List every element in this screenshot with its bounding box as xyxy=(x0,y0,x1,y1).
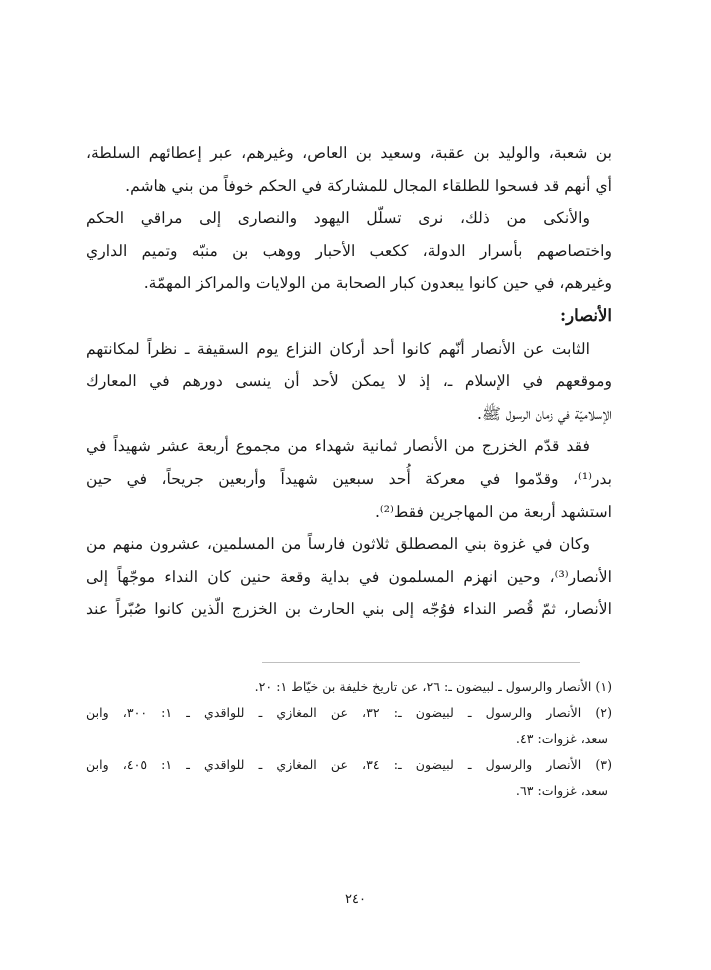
footnote-line: سعد، غزوات: ٦٣. xyxy=(515,783,608,798)
body-line: استشهد أربعة من المهاجرين فقط⁽²⁾. xyxy=(374,502,612,521)
footnotes xyxy=(86,674,612,804)
body-line: فقد قدّم الخزرج من الأنصار ثمانية شهداء من مجموع أربعة عشر شهيداً في xyxy=(86,437,590,456)
footnote-line: (٣) الأنصار والرسول ـ لبيضون ـ: ٣٤، عن المغازي ـ للواقدي ـ ١: ٤٠٥، وابن xyxy=(86,757,612,772)
body-line: أي أنهم قد فسحوا للطلقاء المجال للمشاركة في الحكم خوفاً من بني هاشم. xyxy=(125,176,612,195)
body-line: الثابت عن الأنصار أنّهم كانوا أحد أركان النزاع يوم السقيفة ـ نظراً لمكانتهم xyxy=(86,339,590,358)
body-text xyxy=(86,137,612,626)
body-line: وكان في غزوة بني المصطلق ثلاثون فارساً من المسلمين، عشرون منهم من xyxy=(86,535,590,554)
body-line: الأنصار، ثمّ قُصر النداء فوُجّه إلى بني الحارث بن الخزرج الّذين كانوا صُبّراً عند xyxy=(86,600,612,619)
footnote-divider xyxy=(262,662,580,663)
body-line: والأنكى من ذلك، نرى تسلّل اليهود والنصارى إلى مراقي الحكم xyxy=(86,209,590,228)
footnote-line: سعد، غزوات: ٤٣. xyxy=(515,731,608,746)
section-heading-ansar: الأنصار: xyxy=(560,305,612,325)
page-number: ٢٤٠ xyxy=(345,892,366,907)
body-line: واختصاصهم بأسرار الدولة، ككعب الأحبار ووهب بن منبّه وتميم الداري xyxy=(86,241,612,260)
body-line: بدر⁽¹⁾، وقدّموا في معركة أُحد سبعين شهيداً وأربعين جريحاً، في حين xyxy=(86,469,612,488)
body-line: وغيرهم، في حين كانوا يبعدون كبار الصحابة من الولايات والمراكز المهمّة. xyxy=(143,274,612,293)
footnote-line: (١) الأنصار والرسول ـ لبيضون ـ: ٢٦، عن تاريخ خليفة بن خيّاط ١: ٢٠. xyxy=(254,679,612,694)
body-line: الإسلاميّة في زمان الرسول ﷺ. xyxy=(477,404,612,423)
body-line: الأنصار⁽³⁾، وحين انهزم المسلمون في بداية وقعة حنين كان النداء موجّهاً إلى xyxy=(86,567,612,586)
body-line: وموقعهم في الإسلام ـ، إذ لا يمكن لأحد أن ينسى دورهم في المعارك xyxy=(86,372,612,391)
body-line: بن شعبة، والوليد بن عقبة، وسعيد بن العاص، وغيرهم، عبر إعطائهم السلطة، xyxy=(86,144,612,162)
footnote-line: (٢) الأنصار والرسول ـ لبيضون ـ: ٣٢، عن المغازي ـ للواقدي ـ ١: ٣٠٠، وابن xyxy=(86,705,612,720)
